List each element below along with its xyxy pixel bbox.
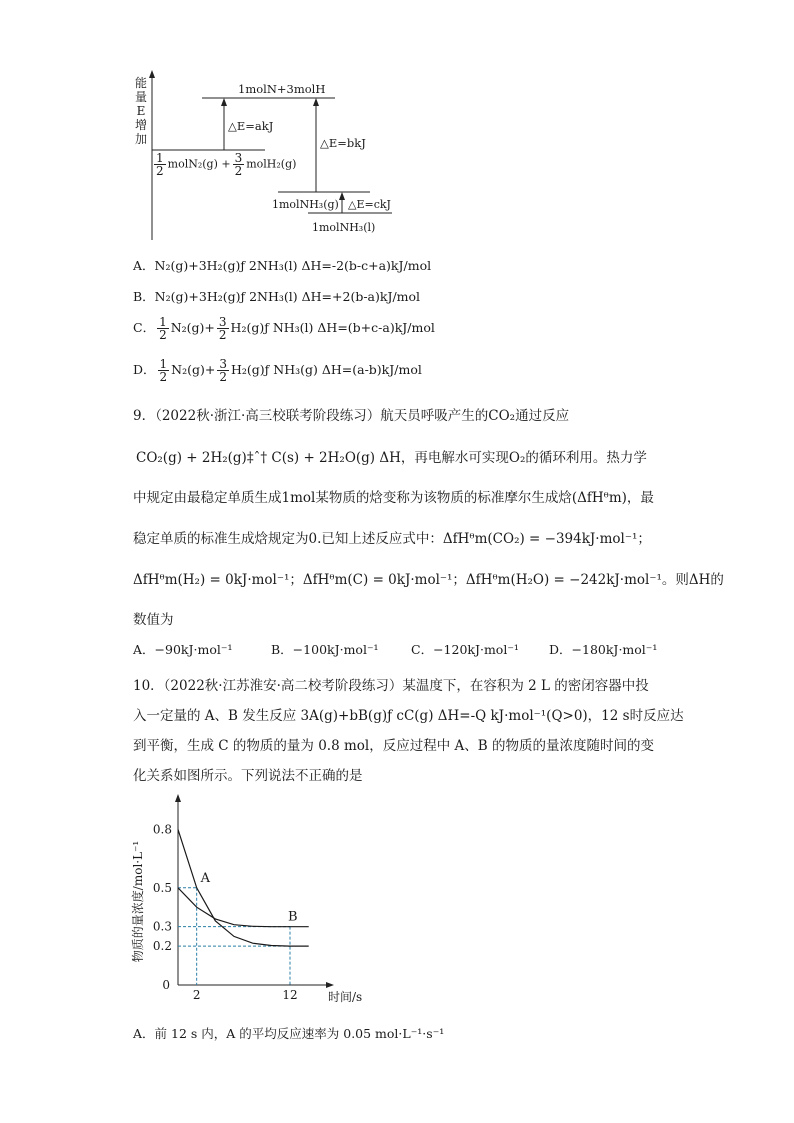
q10-line-4: 化关系如图所示。下列说法不正确的是: [133, 768, 363, 784]
series-label-B: B: [288, 909, 298, 925]
axis-char-3: 增: [134, 118, 147, 132]
nh3-gas-label: 1molNH₃(g): [272, 198, 339, 211]
q10-option-a: A．前 12 s 内，A 的平均反应速率为 0.05 mol·L⁻¹·s⁻¹: [133, 1026, 445, 1041]
x-axis-arrow: [326, 982, 334, 988]
series-label-A: A: [200, 870, 211, 886]
delta-b-label: △E=bkJ: [320, 136, 366, 150]
delta-c-label: △E=ckJ: [348, 198, 391, 211]
q9-option-a: A．−90kJ·mol⁻¹: [133, 642, 233, 657]
q9-line-5: ΔfHᶿm(H₂) = 0kJ·mol⁻¹；ΔfHᶿm(C) = 0kJ·mol⁻¹；ΔfHᶿm(H₂O) = −242kJ·mol⁻¹。则ΔH的: [133, 572, 724, 588]
energy-axis-label: [134, 76, 148, 146]
q9-line-2: CO₂(g) + 2H₂(g)‡ˆ† C(s) + 2H₂O(g) ΔH，再电解水可实现O₂的循环利用。热力学: [136, 450, 647, 466]
q10-line-1: 10．（2022秋·江苏淮安·高二校考阶段练习）某温度下，在容积为 2 L 的密闭容器中投: [133, 678, 649, 694]
q9-line-3: 中规定由最稳定单质生成1mol某物质的焓变称为该物质的标准摩尔生成焓(ΔfHᶿm)，最: [133, 490, 654, 506]
x-tick-label: 2: [192, 988, 201, 1002]
x-axis-label: 时间/s: [328, 990, 363, 1004]
top-level-label: 1molN+3molH: [238, 82, 326, 96]
series-A-line: [178, 829, 309, 946]
q9-line-4: 稳定单质的标准生成焓规定为0.已知上述反应式中：ΔfHᶿm(CO₂) = −394kJ·mol⁻¹；: [133, 531, 651, 547]
y-tick-label: 0.5: [152, 880, 172, 895]
concentration-chart: [128, 790, 388, 1010]
axis-char-1: 量: [134, 90, 147, 104]
y-tick-label: 0.8: [152, 822, 172, 837]
x-tick-label: 12: [282, 988, 298, 1002]
y-axis-arrow: [175, 794, 181, 802]
q9-line-6: 数值为: [133, 612, 174, 628]
q10-line-2: 入一定量的 A、B 发生反应 3A(g)+bB(g)ƒ cC(g) ΔH=-Q kJ·mol⁻¹(Q>0)，12 s时反应达: [133, 708, 684, 724]
q8-option-a: A．N₂(g)+3H₂(g)ƒ 2NH₃(l) ΔH=-2(b-c+a)kJ/mol: [133, 258, 432, 273]
axis-char-2: E: [136, 104, 146, 118]
q9-line-1: 9．（2022秋·浙江·高三校联考阶段练习）航天员呼吸产生的CO₂通过反应: [133, 408, 570, 424]
frac-half: $\frac{1}{2}$: [156, 151, 164, 178]
q8-option-b: B．N₂(g)+3H₂(g)ƒ 2NH₃(l) ΔH=+2(b-a)kJ/mol: [133, 289, 421, 304]
nh3-liq-label: 1molNH₃(l): [312, 221, 376, 234]
axis-char-0: 能: [134, 76, 147, 90]
axis-char-4: 加: [134, 132, 147, 146]
q8-option-c: C． $\frac{1}{2}$ N₂(g)+ $\frac{3}{2}$ H₂(g)ƒ NH₃(l) ΔH=(b+c-a)kJ/mol: [133, 315, 435, 342]
delta-a-label: △E=akJ: [228, 119, 274, 133]
q10-line-3: 到平衡，生成 C 的物质的量为 0.8 mol，反应过程中 A、B 的物质的量浓度随时间的变: [133, 738, 654, 754]
frac-three-halves: $\frac{3}{2}$: [234, 151, 243, 178]
q9-option-d: D．−180kJ·mol⁻¹: [549, 642, 658, 657]
y-tick-label: 0.3: [152, 919, 172, 934]
q8-option-d: D． $\frac{1}{2}$ N₂(g)+ $\frac{3}{2}$ H₂(g)ƒ NH₃(g) ΔH=(a-b)kJ/mol: [133, 357, 422, 384]
concentration-chart-svg: [128, 790, 388, 1010]
y-axis-label: 物质的量浓度/mol·L⁻¹: [131, 840, 145, 963]
q9-option-b: B．−100kJ·mol⁻¹: [271, 642, 379, 657]
q9-option-c: C．−120kJ·mol⁻¹: [411, 642, 519, 657]
y-tick-label: 0.2: [152, 939, 172, 954]
left-level-label: $\frac{1}{2}$ molN₂(g) + $\frac{3}{2}$ molH₂(g): [156, 151, 297, 178]
origin-label: 0: [162, 978, 170, 992]
